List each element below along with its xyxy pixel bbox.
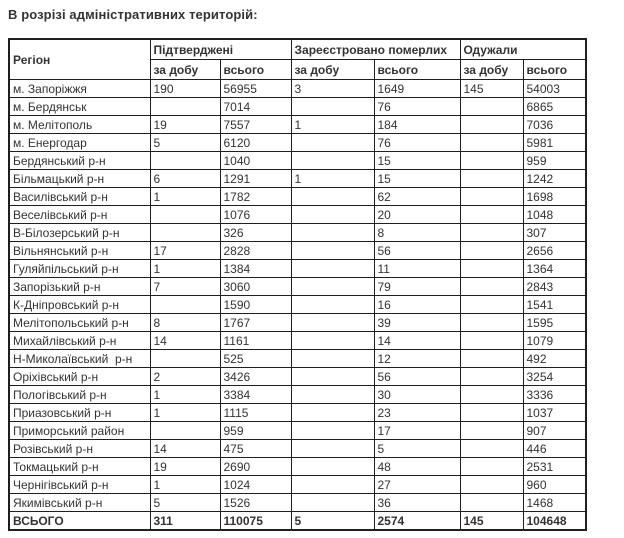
deaths-total-cell: 20 [374,206,460,224]
recovered-per-day-cell [460,476,523,494]
deaths-per-day-cell: 1 [291,116,374,134]
confirmed-total-cell: 1161 [220,332,291,350]
deaths-total-cell: 48 [374,458,460,476]
confirmed-per-day-cell: 1 [150,188,220,206]
deaths-per-day-cell [291,440,374,458]
table-row [9,80,586,98]
confirmed-total-cell: 7557 [220,116,291,134]
table-row [9,116,586,134]
confirmed-per-day-cell: 14 [150,440,220,458]
deaths-per-day-cell [291,278,374,296]
deaths-total-cell: 2574 [374,512,460,531]
table-row [9,458,586,476]
deaths-per-day-cell [291,476,374,494]
confirmed-per-day-cell [150,350,220,368]
region-cell: Оріхівський р-н [9,368,150,386]
region-cell: м. Запоріжжя [9,80,150,98]
table-row [9,422,586,440]
region-cell: Чернігівський р-н [9,476,150,494]
recovered-total-cell: 492 [523,350,586,368]
recovered-per-day-cell [460,206,523,224]
recovered-per-day-cell [460,98,523,116]
recovered-total-cell: 54003 [523,80,586,98]
confirmed-total-cell: 525 [220,350,291,368]
deaths-total-cell: 17 [374,422,460,440]
table-row [9,134,586,152]
confirmed-total-cell: 1767 [220,314,291,332]
confirmed-per-day-cell: 1 [150,404,220,422]
recovered-per-day-cell [460,188,523,206]
recovered-total-cell: 1468 [523,494,586,512]
confirmed-total-cell: 2828 [220,242,291,260]
deaths-total-cell: 12 [374,350,460,368]
region-cell: В-Білозерський р-н [9,224,150,242]
deaths-total-cell: 15 [374,170,460,188]
recovered-per-day-cell [460,134,523,152]
deaths-per-day-cell: 3 [291,80,374,98]
header-row-groups [9,39,586,60]
deaths-total-cell: 76 [374,134,460,152]
deaths-total-cell: 76 [374,98,460,116]
table-row [9,386,586,404]
recovered-total-cell: 2656 [523,242,586,260]
deaths-per-day-cell [291,296,374,314]
recovered-total-cell: 1037 [523,404,586,422]
column-header-confirmed-total: всього [220,60,291,80]
recovered-total-cell: 1595 [523,314,586,332]
recovered-total-cell: 1242 [523,170,586,188]
deaths-per-day-cell [291,134,374,152]
confirmed-per-day-cell: 5 [150,494,220,512]
recovered-total-cell: 104648 [523,512,586,531]
table-row [9,170,586,188]
region-cell: м. Бердянськ [9,98,150,116]
confirmed-per-day-cell: 8 [150,314,220,332]
recovered-total-cell: 1364 [523,260,586,278]
deaths-total-cell: 30 [374,386,460,404]
region-cell: Приморський район [9,422,150,440]
deaths-total-cell: 39 [374,314,460,332]
region-cell: Василівський р-н [9,188,150,206]
recovered-per-day-cell: 145 [460,512,523,531]
table-row [9,296,586,314]
confirmed-total-cell: 110075 [220,512,291,531]
confirmed-total-cell: 3384 [220,386,291,404]
region-cell: Н-Миколаївський р-н [9,350,150,368]
recovered-total-cell: 6865 [523,98,586,116]
confirmed-total-cell: 2690 [220,458,291,476]
recovered-total-cell: 7036 [523,116,586,134]
region-cell: ВСЬОГО [9,512,150,531]
table-row [9,350,586,368]
column-header-recovered-per-day: за добу [460,60,523,80]
confirmed-total-cell: 1526 [220,494,291,512]
table-body [9,80,586,531]
confirmed-total-cell: 326 [220,224,291,242]
confirmed-total-cell: 56955 [220,80,291,98]
confirmed-total-cell: 1782 [220,188,291,206]
region-cell: Більмацький р-н [9,170,150,188]
deaths-per-day-cell [291,188,374,206]
confirmed-total-cell: 1040 [220,152,291,170]
table-row [9,278,586,296]
table-header [9,39,586,80]
deaths-per-day-cell: 1 [291,170,374,188]
table-row [9,260,586,278]
recovered-total-cell: 2531 [523,458,586,476]
deaths-total-cell: 62 [374,188,460,206]
recovered-total-cell: 1541 [523,296,586,314]
table-row [9,404,586,422]
deaths-per-day-cell [291,152,374,170]
table-row [9,314,586,332]
recovered-per-day-cell [460,368,523,386]
table-row [9,494,586,512]
recovered-per-day-cell [460,404,523,422]
column-header-region: Регіон [9,39,150,80]
confirmed-total-cell: 959 [220,422,291,440]
region-cell: Токмацький р-н [9,458,150,476]
deaths-total-cell: 79 [374,278,460,296]
table-row [9,332,586,350]
total-row [9,512,586,531]
recovered-per-day-cell [460,314,523,332]
column-group-recovered: Одужали [460,39,586,60]
region-cell: Запорізький р-н [9,278,150,296]
recovered-total-cell: 959 [523,152,586,170]
table-row [9,242,586,260]
column-group-confirmed: Підтверджені [150,39,291,60]
region-cell: К-Дніпровський р-н [9,296,150,314]
page-title: В розрізі адміністративних територій: [8,7,258,22]
confirmed-per-day-cell: 17 [150,242,220,260]
deaths-per-day-cell [291,98,374,116]
deaths-total-cell: 11 [374,260,460,278]
column-header-recovered-total: всього [523,60,586,80]
confirmed-per-day-cell [150,98,220,116]
table-row [9,98,586,116]
deaths-per-day-cell [291,386,374,404]
recovered-total-cell: 907 [523,422,586,440]
deaths-per-day-cell [291,314,374,332]
region-cell: Приазовський р-н [9,404,150,422]
recovered-total-cell: 1698 [523,188,586,206]
recovered-per-day-cell [460,152,523,170]
recovered-per-day-cell: 145 [460,80,523,98]
deaths-per-day-cell [291,260,374,278]
recovered-per-day-cell [460,332,523,350]
deaths-total-cell: 27 [374,476,460,494]
deaths-total-cell: 15 [374,152,460,170]
deaths-total-cell: 1649 [374,80,460,98]
deaths-total-cell: 36 [374,494,460,512]
recovered-total-cell: 960 [523,476,586,494]
confirmed-per-day-cell: 190 [150,80,220,98]
confirmed-per-day-cell: 1 [150,260,220,278]
deaths-per-day-cell [291,404,374,422]
region-cell: Пологівський р-н [9,386,150,404]
deaths-per-day-cell [291,332,374,350]
confirmed-per-day-cell: 19 [150,116,220,134]
deaths-per-day-cell [291,494,374,512]
confirmed-total-cell: 1384 [220,260,291,278]
recovered-total-cell: 1048 [523,206,586,224]
recovered-per-day-cell [460,278,523,296]
table-row [9,206,586,224]
recovered-per-day-cell [460,350,523,368]
confirmed-total-cell: 1076 [220,206,291,224]
confirmed-per-day-cell: 5 [150,134,220,152]
table-row [9,224,586,242]
recovered-per-day-cell [460,422,523,440]
deaths-total-cell: 14 [374,332,460,350]
region-cell: Веселівський р-н [9,206,150,224]
recovered-per-day-cell [460,224,523,242]
table-row [9,152,586,170]
deaths-total-cell: 8 [374,224,460,242]
deaths-per-day-cell [291,242,374,260]
region-cell: м. Мелітополь [9,116,150,134]
confirmed-per-day-cell: 6 [150,170,220,188]
table-row [9,440,586,458]
deaths-per-day-cell [291,206,374,224]
confirmed-per-day-cell [150,152,220,170]
region-cell: Якимівський р-н [9,494,150,512]
column-header-deaths-total: всього [374,60,460,80]
deaths-per-day-cell [291,224,374,242]
confirmed-total-cell: 1291 [220,170,291,188]
region-cell: Мелітопольський р-н [9,314,150,332]
confirmed-total-cell: 1115 [220,404,291,422]
recovered-per-day-cell [460,170,523,188]
recovered-total-cell: 307 [523,224,586,242]
recovered-total-cell: 3336 [523,386,586,404]
recovered-per-day-cell [460,440,523,458]
confirmed-total-cell: 3060 [220,278,291,296]
confirmed-total-cell: 7014 [220,98,291,116]
confirmed-total-cell: 3426 [220,368,291,386]
recovered-total-cell: 446 [523,440,586,458]
confirmed-per-day-cell [150,422,220,440]
confirmed-per-day-cell: 311 [150,512,220,531]
region-cell: Розівський р-н [9,440,150,458]
deaths-total-cell: 5 [374,440,460,458]
confirmed-per-day-cell: 7 [150,278,220,296]
deaths-total-cell: 184 [374,116,460,134]
region-cell: Гуляйпільський р-н [9,260,150,278]
table-row [9,476,586,494]
deaths-per-day-cell: 5 [291,512,374,531]
confirmed-per-day-cell [150,206,220,224]
deaths-per-day-cell [291,368,374,386]
recovered-total-cell: 5981 [523,134,586,152]
region-cell: Бердянський р-н [9,152,150,170]
confirmed-total-cell: 1024 [220,476,291,494]
deaths-total-cell: 16 [374,296,460,314]
deaths-per-day-cell [291,422,374,440]
recovered-per-day-cell [460,242,523,260]
table-row [9,188,586,206]
column-header-confirmed-per-day: за добу [150,60,220,80]
recovered-per-day-cell [460,458,523,476]
table-row [9,368,586,386]
recovered-per-day-cell [460,386,523,404]
region-cell: Михайлівський р-н [9,332,150,350]
confirmed-per-day-cell [150,296,220,314]
column-group-deaths: Зареєстровано померлих [291,39,460,60]
confirmed-per-day-cell: 1 [150,476,220,494]
recovered-per-day-cell [460,494,523,512]
recovered-per-day-cell [460,116,523,134]
deaths-total-cell: 56 [374,368,460,386]
region-cell: м. Енергодар [9,134,150,152]
confirmed-total-cell: 6120 [220,134,291,152]
confirmed-per-day-cell [150,224,220,242]
confirmed-per-day-cell: 19 [150,458,220,476]
recovered-total-cell: 2843 [523,278,586,296]
deaths-per-day-cell [291,350,374,368]
recovered-per-day-cell [460,260,523,278]
deaths-per-day-cell [291,458,374,476]
recovered-total-cell: 1079 [523,332,586,350]
confirmed-total-cell: 475 [220,440,291,458]
confirmed-per-day-cell: 14 [150,332,220,350]
confirmed-per-day-cell: 1 [150,386,220,404]
deaths-total-cell: 23 [374,404,460,422]
deaths-total-cell: 56 [374,242,460,260]
recovered-per-day-cell [460,296,523,314]
confirmed-per-day-cell: 2 [150,368,220,386]
recovered-total-cell: 3254 [523,368,586,386]
territories-table [8,38,587,531]
confirmed-total-cell: 1590 [220,296,291,314]
column-header-deaths-per-day: за добу [291,60,374,80]
region-cell: Вільнянський р-н [9,242,150,260]
